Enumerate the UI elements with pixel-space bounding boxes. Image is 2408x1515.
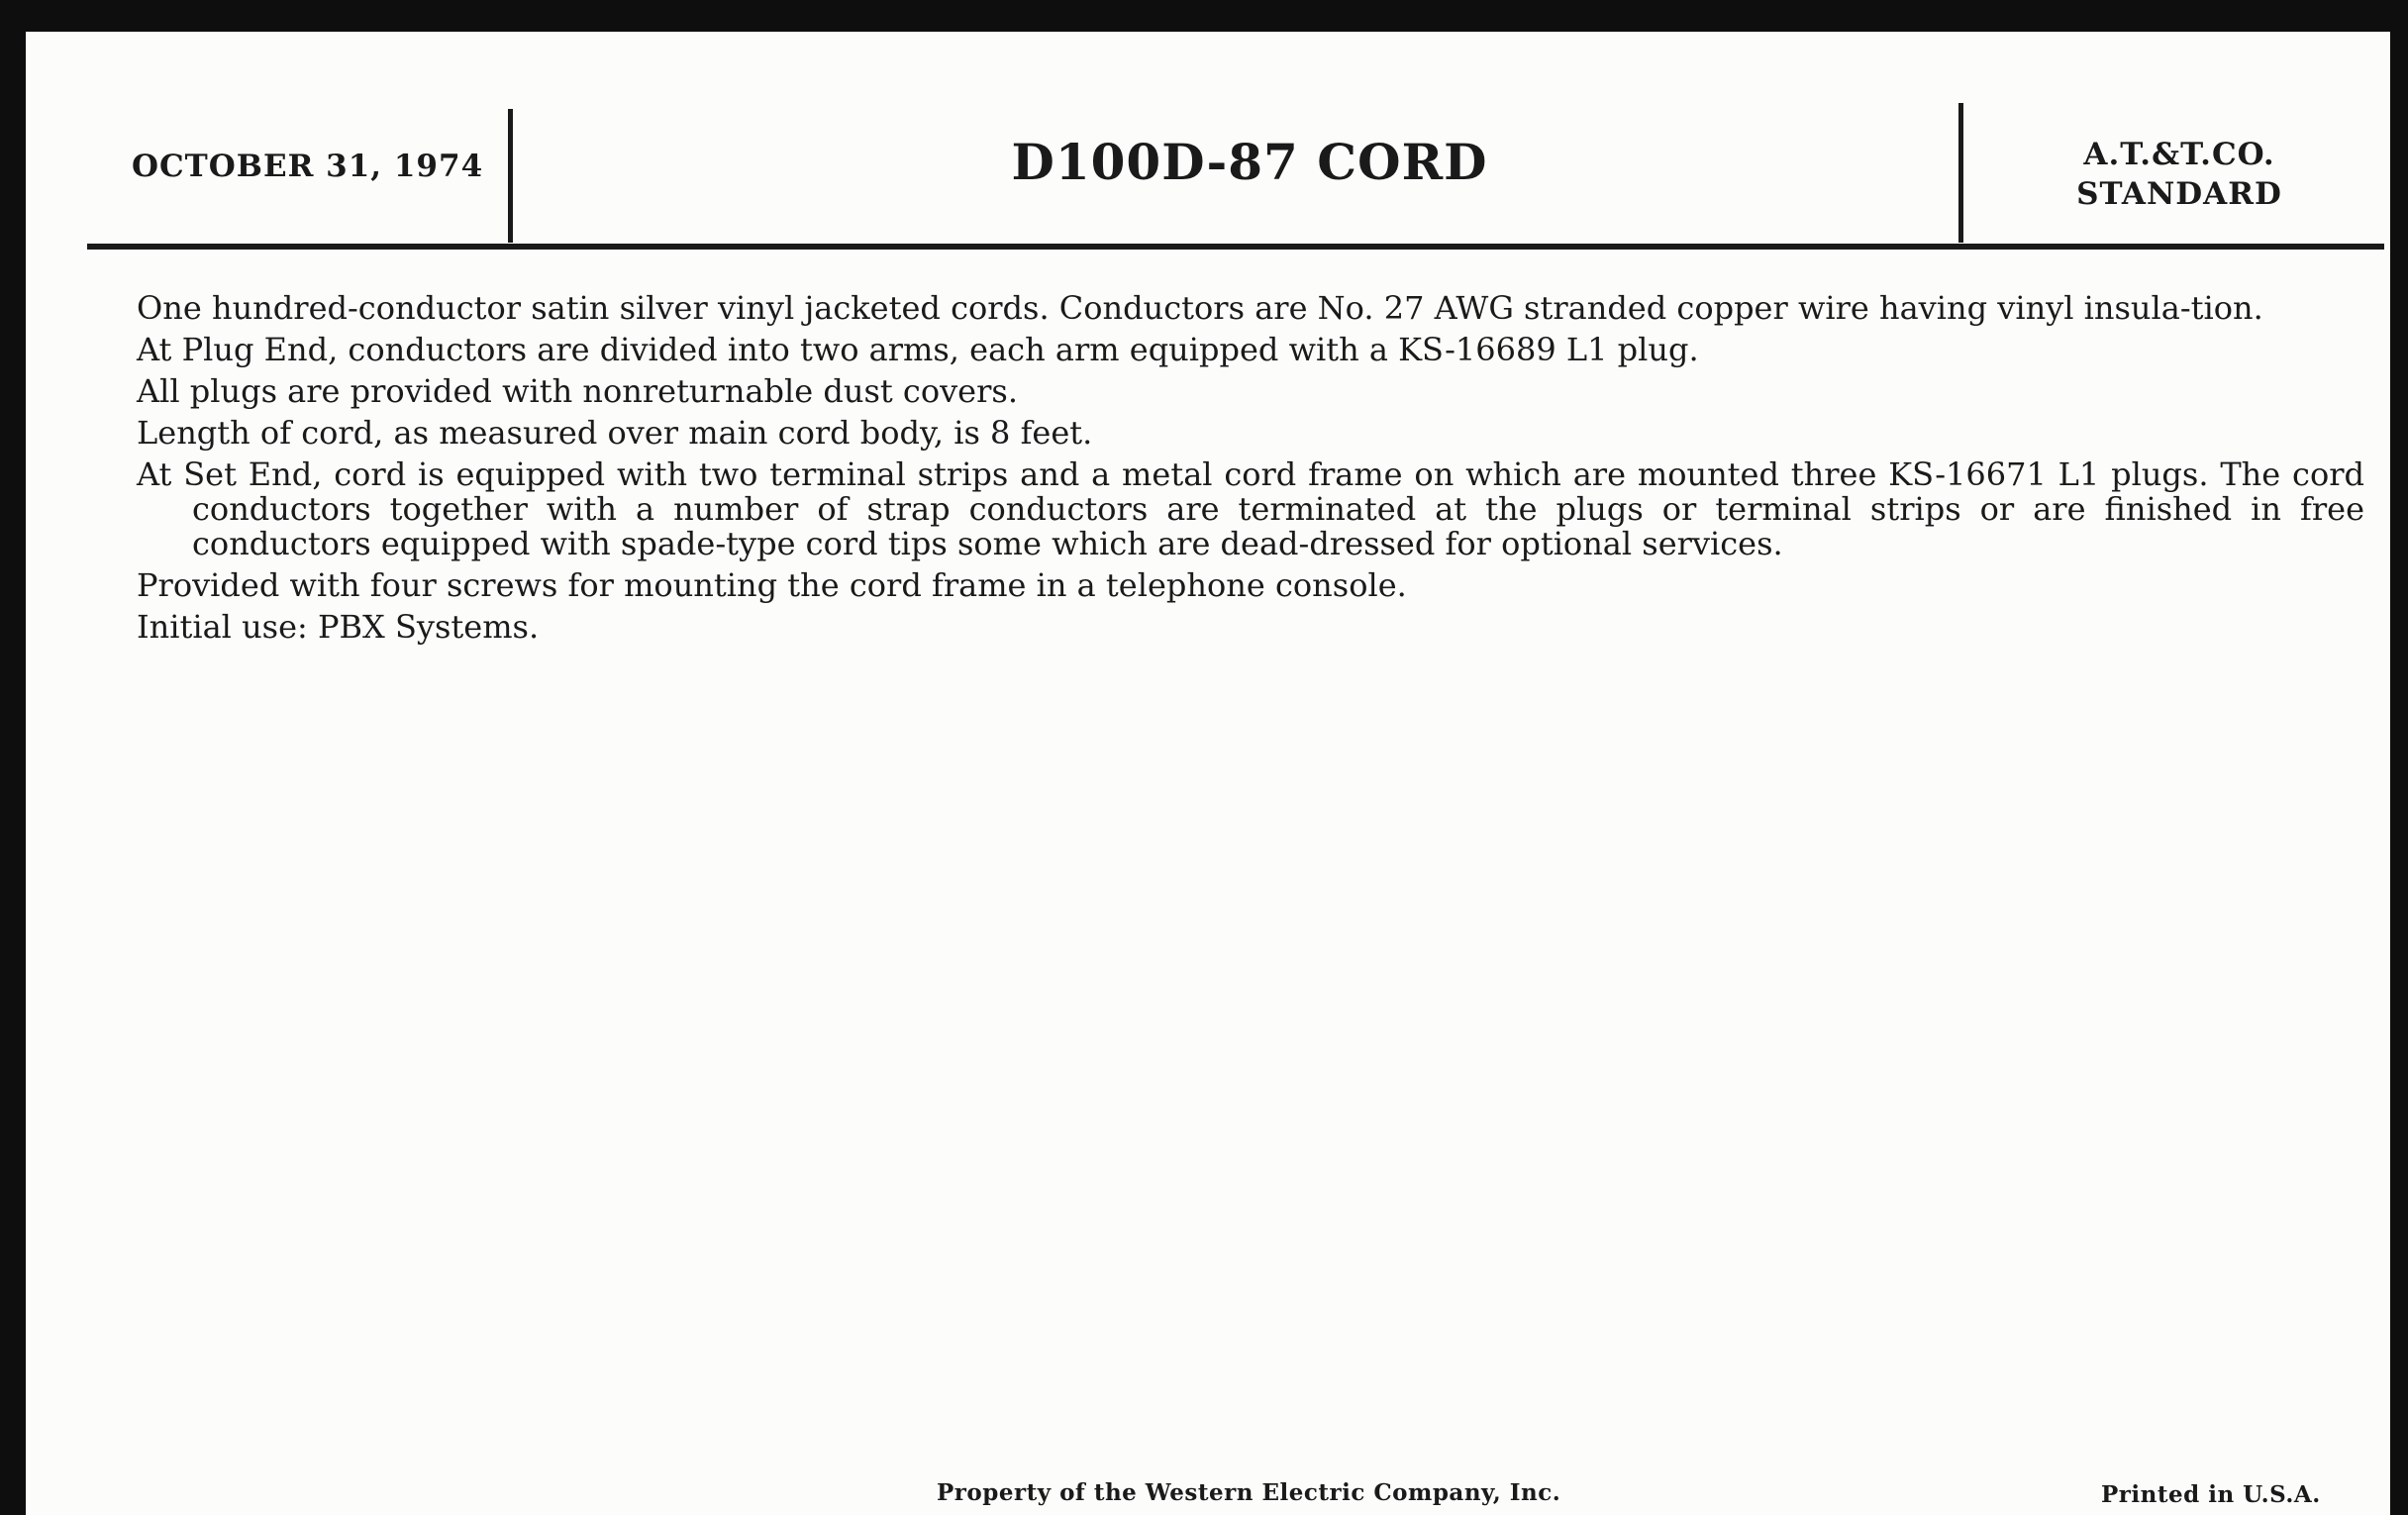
- footer-property-notice: Property of the Western Electric Company, Inc.: [937, 1479, 1561, 1506]
- paragraph-initial-use: Initial use: PBX Systems.: [137, 608, 540, 646]
- document-title: D100D-87 CORD: [1011, 133, 1488, 191]
- paragraph-set-end: At Set End, cord is equipped with two terminal strips and a metal cord frame on which are mounted three KS-16671 L1 plugs. The cord conductors together with a number of strap conductors are terminated at the plugs or terminal strips or are finished in free conductors equipped with spade-type cord tips some which are dead-dressed for optional services.: [137, 455, 2364, 562]
- document-date: OCTOBER 31, 1974: [132, 149, 484, 184]
- document-card: [26, 32, 2390, 1515]
- standard-company: A.T.&T.CO.: [2083, 137, 2275, 172]
- paragraph-description: One hundred-conductor satin silver vinyl jacketed cords. Conductors are No. 27 AWG stranded copper wire having vinyl insula-tion.: [137, 289, 2263, 327]
- standard-label: STANDARD: [2076, 176, 2282, 212]
- paragraph-length: Length of cord, as measured over main cord body, is 8 feet.: [137, 414, 1093, 452]
- paragraph-plug-end: At Plug End, conductors are divided into two arms, each arm equipped with a KS-16689 L1 plug.: [137, 331, 1699, 368]
- document-body: [137, 291, 2364, 652]
- footer-printed-notice: Printed in U.S.A.: [2101, 1481, 2321, 1508]
- standard-block: [1968, 135, 2390, 214]
- paragraph-dust-covers: All plugs are provided with nonreturnable dust covers.: [137, 372, 1018, 410]
- header-divider-right: [1958, 103, 1963, 243]
- paragraph-screws: Provided with four screws for mounting the cord frame in a telephone console.: [137, 566, 1407, 604]
- header-rule: [87, 244, 2384, 250]
